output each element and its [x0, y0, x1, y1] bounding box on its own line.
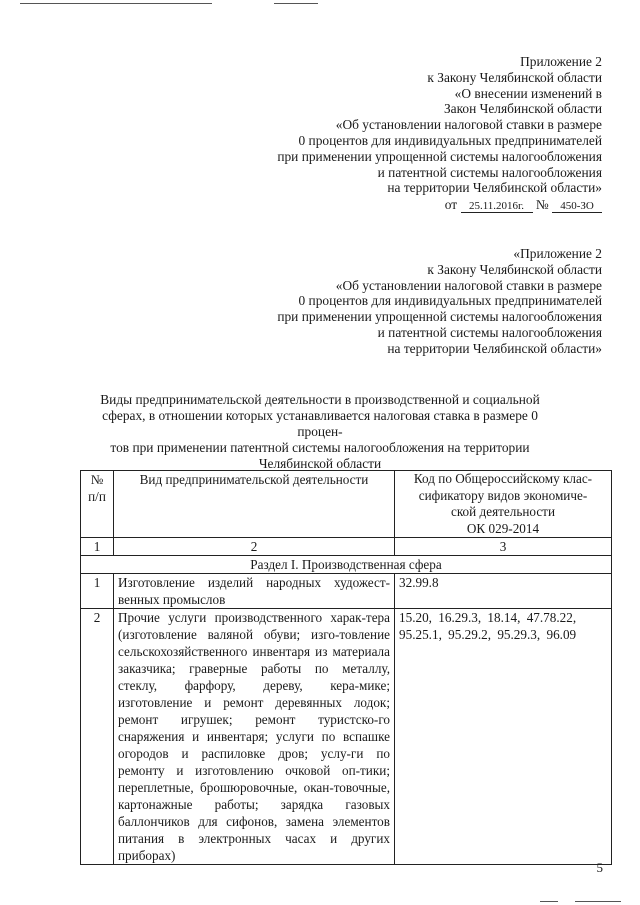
table-row — [81, 574, 612, 609]
section-title: Раздел I. Производственная сфера — [81, 556, 612, 574]
header-num-cell — [81, 471, 114, 538]
header-line: «Об установлении налоговой ставки в размере — [335, 117, 602, 133]
row-number: 1 — [81, 574, 114, 609]
appendix-line: к Закону Челябинской области — [427, 261, 602, 277]
table-row — [81, 609, 612, 865]
header-code-line: Код по Общероссийскому клас- — [413, 471, 593, 486]
table-header-row — [81, 471, 612, 538]
law-reference-line — [277, 197, 602, 213]
amendment-header — [277, 54, 602, 213]
row-activity: Изготовление изделий народных художест-венных промыслов — [114, 574, 395, 609]
header-num-symbol: № — [90, 472, 104, 487]
appendix-line: «Приложение 2 — [513, 246, 602, 261]
section-row — [81, 556, 612, 574]
ref-from-label: от — [444, 197, 458, 213]
column-number-cell: 3 — [395, 538, 612, 556]
document-title — [90, 392, 550, 472]
header-line: к Закону Челябинской области — [427, 69, 602, 85]
row-number: 2 — [81, 609, 114, 865]
header-activity-cell: Вид предпринимательской деятельности — [114, 471, 395, 538]
header-line: на территории Челябинской области» — [387, 180, 602, 196]
law-number: 450-ЗО — [552, 200, 602, 213]
header-line: Закон Челябинской области — [443, 101, 602, 117]
header-line: «О внесении изменений в — [454, 85, 602, 101]
header-line: Приложение 2 — [520, 54, 602, 69]
header-code-cell — [395, 471, 612, 538]
scan-line-bottom-right-2 — [575, 901, 621, 902]
column-number-cell: 1 — [81, 538, 114, 556]
appendix-line: «Об установлении налоговой ставки в размере — [335, 277, 602, 293]
page-number: 5 — [596, 860, 603, 875]
row-codes: 32.99.8 — [395, 574, 612, 609]
header-line: и патентной системы налогообложения — [377, 164, 602, 180]
column-number-cell: 2 — [114, 538, 395, 556]
law-date: 25.11.2016г. — [461, 200, 533, 213]
header-line: при применении упрощенной системы налогообложения — [277, 148, 602, 164]
title-line: Виды предпринимательской деятельности в производственной и социальной — [100, 392, 540, 407]
scan-line-bottom-right — [540, 901, 558, 902]
scan-line-top-center — [274, 3, 318, 4]
appendix-line: 0 процентов для индивидуальных предпринимателей — [298, 293, 602, 309]
row-activity: Прочие услуги производственного харак-тера (изготовление валяной обуви; изго-товление сельскохозяйственного инвентаря из материала заказчика; граверные работы по металлу, стеклу, фарфору, дереву, кера-мике; изготовление и ремонт деревянных лодок; ремонт игрушек; ремонт туристско-го снаряжения и инвентаря; услуги по вспашке огородов и распиловке дров; услу-ги по ремонту и изготовлению очковой оп-тики; переплетные, брошюровочные, окан-товочные, картонажные работы; зарядка газовых баллончиков для сифонов, замена элементов питания в электронных часах и других приборах) — [114, 609, 395, 865]
header-num-label: п/п — [88, 489, 106, 504]
appendix-line: на территории Челябинской области» — [387, 340, 602, 356]
title-line: тов при применении патентной системы налогообложения на территории — [110, 440, 530, 455]
title-line: Челябинской области — [258, 456, 382, 471]
header-code-line: сификатору видов экономиче- — [418, 487, 588, 503]
scan-line-top-left — [20, 3, 212, 4]
header-code-line: ОК 029-2014 — [466, 520, 540, 536]
appendix-header — [277, 246, 602, 357]
header-code-line: ской деятельности — [450, 504, 556, 519]
appendix-line: и патентной системы налогообложения — [377, 324, 602, 340]
appendix-line: при применении упрощенной системы налогообложения — [277, 309, 602, 325]
row-codes: 15.20, 16.29.3, 18.14, 47.78.22, 95.25.1, 95.29.2, 95.29.3, 96.09 — [395, 609, 612, 865]
activities-table — [80, 470, 612, 865]
column-number-row — [81, 538, 612, 556]
header-line: 0 процентов для индивидуальных предпринимателей — [298, 132, 602, 148]
title-line: сферах, в отношении которых устанавливается налоговая ставка в размере 0 процен- — [102, 408, 538, 439]
ref-number-label: № — [535, 197, 549, 213]
